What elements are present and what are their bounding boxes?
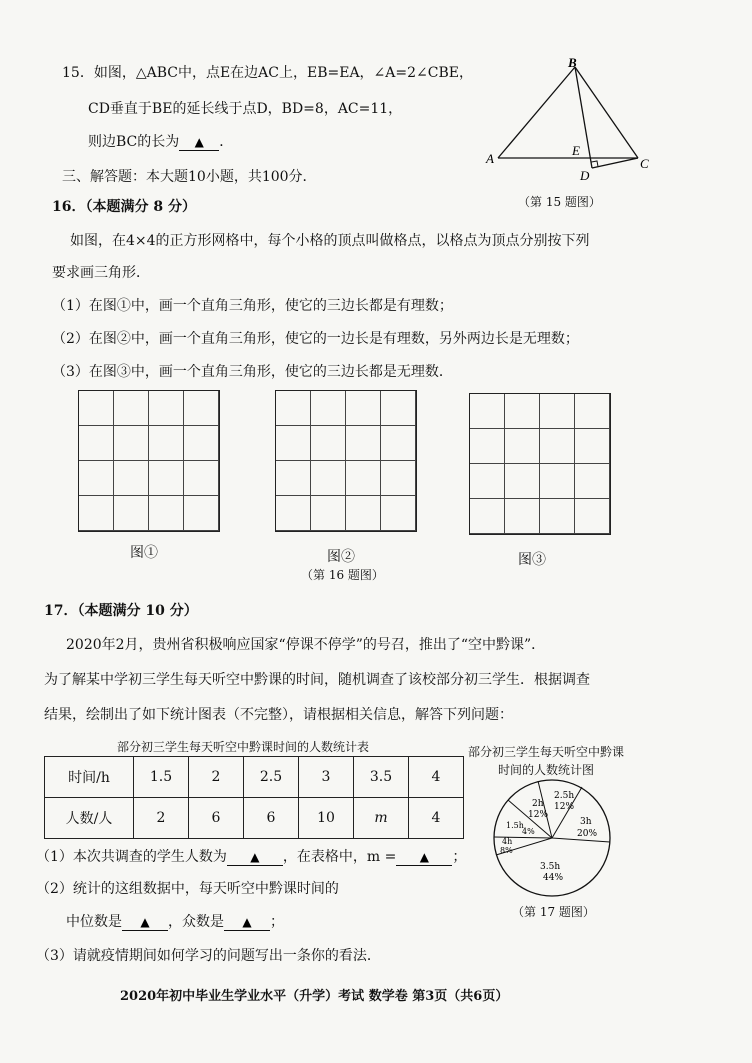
answer-triangle-icon: ▲ (250, 850, 260, 864)
q16-intro-line2: 要求画三角形． (52, 265, 150, 281)
q16-heading: 16．（本题满分 8 分） (52, 199, 196, 215)
q16-figure-caption: （第 16 题图） (301, 568, 384, 582)
table-cell: 6 (189, 798, 244, 839)
pie-label: 2h (532, 799, 544, 809)
pie-label: 3.5h (540, 862, 561, 872)
q17-paragraph-line1: 2020年2月，贵州省积极响应国家“停课不停学”的号召，推出了“空中黔课”． (66, 637, 546, 653)
grid-label-2: 图② (327, 549, 355, 565)
pie-label: 8% (500, 846, 513, 855)
q15-question-end: ． (219, 134, 234, 150)
answer-blank (179, 134, 219, 151)
answer-blank (227, 849, 283, 866)
pie-label: 1.5h (506, 821, 524, 830)
answer-triangle-icon: ▲ (140, 915, 150, 929)
pie-label: 4h (502, 837, 513, 846)
q17-figure-caption: （第 17 题图） (512, 905, 595, 919)
grid-label-3: 图③ (518, 552, 546, 568)
table-cell: 2 (189, 757, 244, 798)
q17-q1-text: ； (452, 849, 467, 865)
q17-q2-text: ； (270, 914, 284, 930)
q16-item-3: （3）在图③中，画一个直角三角形，使它的三边长都是无理数． (52, 364, 453, 380)
table-cell: 6 (244, 798, 299, 839)
pie-label: 20% (577, 829, 598, 839)
q17-q1-text: （1）本次共调查的学生人数为 (36, 849, 227, 865)
q17-paragraph-line3: 结果，绘制出了如下统计图表（不完整），请根据相关信息，解答下列问题： (44, 707, 513, 723)
answer-blank (122, 914, 168, 931)
q17-question-3: （3）请就疫情期间如何学习的问题写出一条你的看法． (36, 948, 381, 964)
table-cell: 4 (409, 798, 464, 839)
table-title: 部分初三学生每天听空中黔课时间的人数统计表 (117, 740, 370, 754)
section-heading: 三、解答题：本大题10小题，共100分． (62, 169, 317, 185)
pie-label: 12% (554, 802, 575, 812)
pie-label: 3h (580, 817, 592, 827)
right-angle-mark (592, 161, 599, 167)
point-label-d: D (580, 168, 590, 183)
q15-question-text: 则边BC的长为 (88, 134, 180, 150)
q16-item-1: （1）在图①中，画一个直角三角形，使它的三边长都是有理数； (52, 298, 453, 314)
triangle-figure (480, 55, 660, 185)
q17-question-2-answers (66, 911, 284, 931)
q17-q2-text: ，众数是 (168, 914, 224, 930)
survey-table (44, 756, 464, 839)
segment-bc (575, 67, 638, 158)
segment-ab (498, 67, 575, 158)
answer-triangle-icon: ▲ (419, 850, 429, 864)
q17-q1-text: ，在表格中，m = (282, 849, 397, 865)
grid-figure-3[interactable] (469, 393, 611, 535)
pie-label: 4% (522, 827, 535, 836)
q16-intro-line1: 如图，在4×4的正方形网格中，每个小格的顶点叫做格点，以格点为顶点分别按下列 (70, 233, 590, 249)
answer-triangle-icon: ▲ (194, 135, 204, 149)
table-cell: 2 (134, 798, 189, 839)
q17-question-2: （2）统计的这组数据中，每天听空中黔课时间的 (36, 881, 339, 897)
table-cell: 时间/h (45, 757, 134, 798)
pie-title-line2: 时间的人数统计图 (498, 763, 595, 777)
point-label-e: E (572, 143, 580, 158)
table-cell: 10 (299, 798, 354, 839)
segment-dc (592, 158, 638, 168)
q15-figure-caption: （第 15 题图） (518, 195, 601, 209)
answer-blank (224, 914, 270, 931)
q15-line2: CD垂直于BE的延长线于点D，BD=8，AC=11， (88, 101, 403, 117)
point-label-b: B (568, 55, 577, 70)
grid-figure-2[interactable] (275, 390, 417, 532)
pie-label: 2.5h (554, 791, 575, 801)
table-cell: 4 (409, 757, 464, 798)
grid-label-1: 图① (130, 545, 158, 561)
q16-item-2: （2）在图②中，画一个直角三角形，使它的一边长是有理数，另外两边长是无理数； (52, 331, 579, 347)
answer-blank (396, 849, 452, 866)
table-row (45, 798, 464, 839)
table-cell: m (354, 798, 409, 839)
q17-paragraph-line2: 为了解某中学初三学生每天听空中黔课的时间，随机调查了该校部分初三学生．根据调查 (44, 672, 590, 688)
pie-label: 12% (528, 810, 549, 820)
q17-q2-text: 中位数是 (66, 914, 122, 930)
grid-figure-1[interactable] (78, 390, 220, 532)
answer-triangle-icon: ▲ (242, 915, 252, 929)
pie-label: 44% (543, 873, 564, 883)
pie-title-line1: 部分初三学生每天听空中黔课 (468, 745, 625, 759)
table-cell: 人数/人 (45, 798, 134, 839)
q15-line3 (88, 131, 233, 151)
page-footer: 2020年初中毕业生学业水平（升学）考试 数学卷 第3页（共6页） (120, 989, 509, 1004)
table-cell: 2.5 (244, 757, 299, 798)
table-cell: 3 (299, 757, 354, 798)
point-label-c: C (640, 156, 649, 171)
point-label-a: A (486, 151, 494, 166)
table-row (45, 757, 464, 798)
table-cell: 1.5 (134, 757, 189, 798)
table-cell: 3.5 (354, 757, 409, 798)
pie-chart (490, 776, 614, 900)
q15-line1: 15．如图，△ABC中，点E在边AC上，EB=EA，∠A=2∠CBE， (62, 65, 473, 81)
q17-heading: 17．（本题满分 10 分） (44, 603, 198, 619)
q17-question-1 (36, 846, 466, 866)
